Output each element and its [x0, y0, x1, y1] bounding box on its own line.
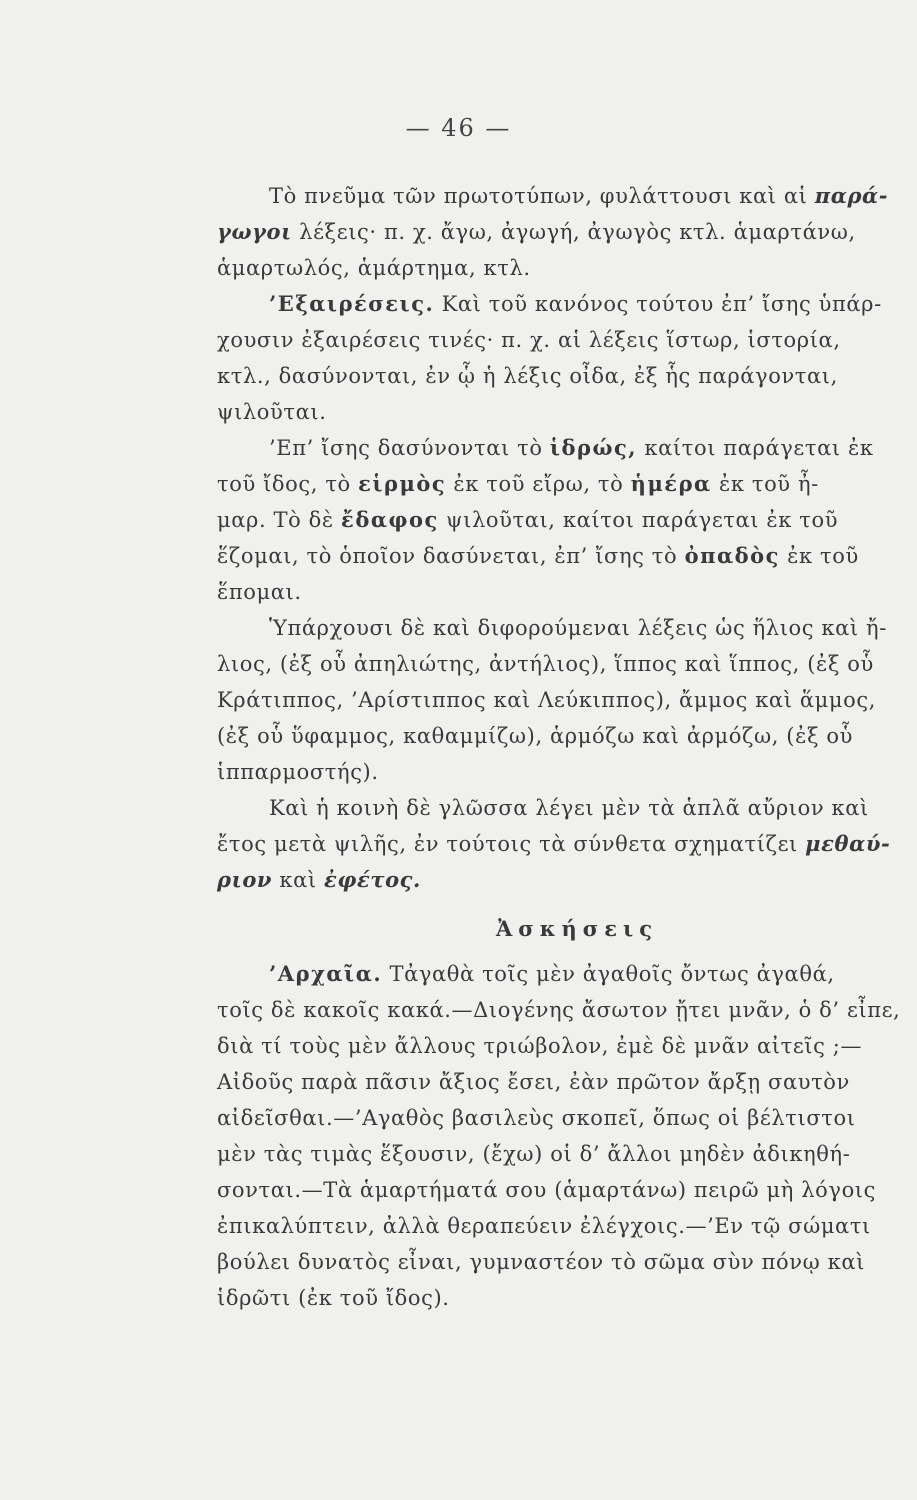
text-line: λιος, (ἐξ οὗ ἀπηλιώτης, ἀντήλιος), ἵππος καὶ ἵππος, (ἐξ οὗ	[217, 652, 874, 676]
text-line	[217, 826, 891, 862]
text-line	[217, 430, 877, 466]
emphasized-term: παρά-	[814, 183, 889, 208]
text-run: μαρ. Τὸ δὲ	[217, 508, 342, 532]
text-run: καὶ	[272, 868, 324, 892]
text-line: ἱδρῶτι (ἐκ τοῦ ἴδος).	[217, 1286, 450, 1310]
text-line: σονται.—Τὰ ἁμαρτήματά σου (ἁμαρτάνω) πειρῶ μὴ λόγοις	[217, 1178, 877, 1202]
text-run: Τἀγαθὰ τοῖς μὲν ἀγαθοῖς ὄντως ἀγαθά,	[382, 962, 835, 986]
text-line: Κράτιππος, ’Αρίστιππος καὶ Λεύκιππος), ἄμμος καὶ ἅμμος,	[217, 688, 876, 712]
bold-term: ὀπαδὸς	[684, 543, 780, 568]
text-line	[217, 466, 877, 502]
text-line: Αἰδοῦς παρὰ πᾶσιν ἄξιος ἔσει, ἐὰν πρῶτον ἄρξῃ σαυτὸν	[217, 1070, 850, 1094]
text-run: ἐκ τοῦ ἦ-	[711, 472, 819, 496]
section-label: ’Αρχαῖα.	[269, 961, 383, 986]
text-line	[217, 214, 877, 250]
text-line: χουσιν ἐξαιρέσεις τινές· π. χ. αἱ λέξεις ἵστωρ, ἱστορία,	[217, 328, 841, 352]
text-line: ἱππαρμοστής).	[217, 760, 379, 784]
text-line: ἐπικαλύπτειν, ἀλλὰ θεραπεύειν ἐλέγχοις.—’Εν τῷ σώματι	[217, 1214, 871, 1238]
section-label: ’Εξαιρέσεις.	[269, 291, 435, 316]
text-line	[217, 502, 877, 538]
emphasized-term: μεθαύ-	[805, 831, 891, 856]
text-line: βούλει δυνατὸς εἶναι, γυμναστέον τὸ σῶμα σὺν πόνῳ καὶ	[217, 1250, 865, 1274]
text-line: μὲν τὰς τιμὰς ἕξουσιν, (ἔχω) οἱ δ’ ἄλλοι μηδὲν ἀδικηθή-	[217, 1142, 851, 1166]
text-line: ἕπομαι.	[217, 580, 302, 604]
text-line	[217, 538, 877, 574]
text-line: τοῖς δὲ κακοῖς κακά.—Διογένης ἄσωτον ᾔτει μνᾶν, ὁ δ’ εἶπε,	[217, 998, 901, 1022]
text-line	[217, 178, 889, 214]
text-run: ἐκ τοῦ	[779, 544, 859, 568]
text-line	[217, 862, 877, 898]
text-line	[217, 956, 877, 992]
text-line: Καὶ ἡ κοινὴ δὲ γλῶσσα λέγει μὲν τὰ ἁπλᾶ αὔριον καὶ	[269, 796, 869, 820]
text-run: Τὸ πνεῦμα τῶν πρωτοτύπων, φυλάττουσι καὶ αἱ	[269, 184, 815, 208]
emphasized-term: ριον	[217, 867, 273, 892]
text-line: κτλ., δασύνονται, ἐν ᾧ ἡ λέξις οἶδα, ἐξ ἧς παράγονται,	[217, 364, 838, 388]
bold-term: ἱδρώς,	[549, 435, 638, 460]
text-run: ἔτος μετὰ ψιλῆς, ἐν τούτοις τὰ σύνθετα σχηματίζει	[217, 832, 806, 856]
text-run: τοῦ ἴδος, τὸ	[217, 472, 359, 496]
section-heading: Ἀσκήσεις	[496, 916, 658, 941]
emphasized-term: ἐφέτος.	[324, 867, 421, 892]
text-line: Ὑπάρχουσι δὲ καὶ διφορούμεναι λέξεις ὡς ἥλιος καὶ ἤ-	[269, 616, 887, 640]
text-line: ψιλοῦται.	[217, 400, 327, 424]
emphasized-term: γωγοι	[217, 219, 292, 244]
page-body	[217, 178, 901, 1316]
text-run: ἕζομαι, τὸ ὁποῖον δασύνεται, ἐπ’ ἴσης τὸ	[217, 544, 685, 568]
text-run: Καὶ τοῦ κανόνος τούτου ἐπ’ ἴσης ὑπάρ-	[434, 292, 882, 316]
bold-term: εἱρμὸς	[358, 471, 447, 496]
text-line: αἰδεῖσθαι.—’Αγαθὸς βασιλεὺς σκοπεῖ, ὅπως οἱ βέλτιστοι	[217, 1106, 856, 1130]
text-line: διὰ τί τοὺς μὲν ἄλλους τριώβολον, ἐμὲ δὲ μνᾶν αἰτεῖς ;—	[217, 1034, 863, 1058]
page-number: — 46 —	[405, 114, 512, 142]
text-run: ψιλοῦται, καίτοι παράγεται ἐκ τοῦ	[438, 508, 839, 532]
bold-term: ἡμέρα	[630, 471, 712, 496]
text-run: λέξεις· π. χ. ἄγω, ἀγωγή, ἀγωγὸς κτλ. ἁμαρτάνω,	[291, 220, 856, 244]
bold-term: ἔδαφος	[341, 507, 439, 532]
text-run: καίτοι παράγεται ἐκ	[637, 436, 874, 460]
text-line: (ἐξ οὗ ὕφαμμος, καθαμμίζω), ἁρμόζω καὶ ἀρμόζω, (ἐξ οὗ	[217, 724, 854, 748]
text-line: ἁμαρτωλός, ἁμάρτημα, κτλ.	[217, 256, 531, 280]
text-line	[217, 286, 882, 322]
text-run: ’Επ’ ἴσης δασύνονται τὸ	[269, 436, 550, 460]
text-run: ἐκ τοῦ εἴρω, τὸ	[446, 472, 631, 496]
